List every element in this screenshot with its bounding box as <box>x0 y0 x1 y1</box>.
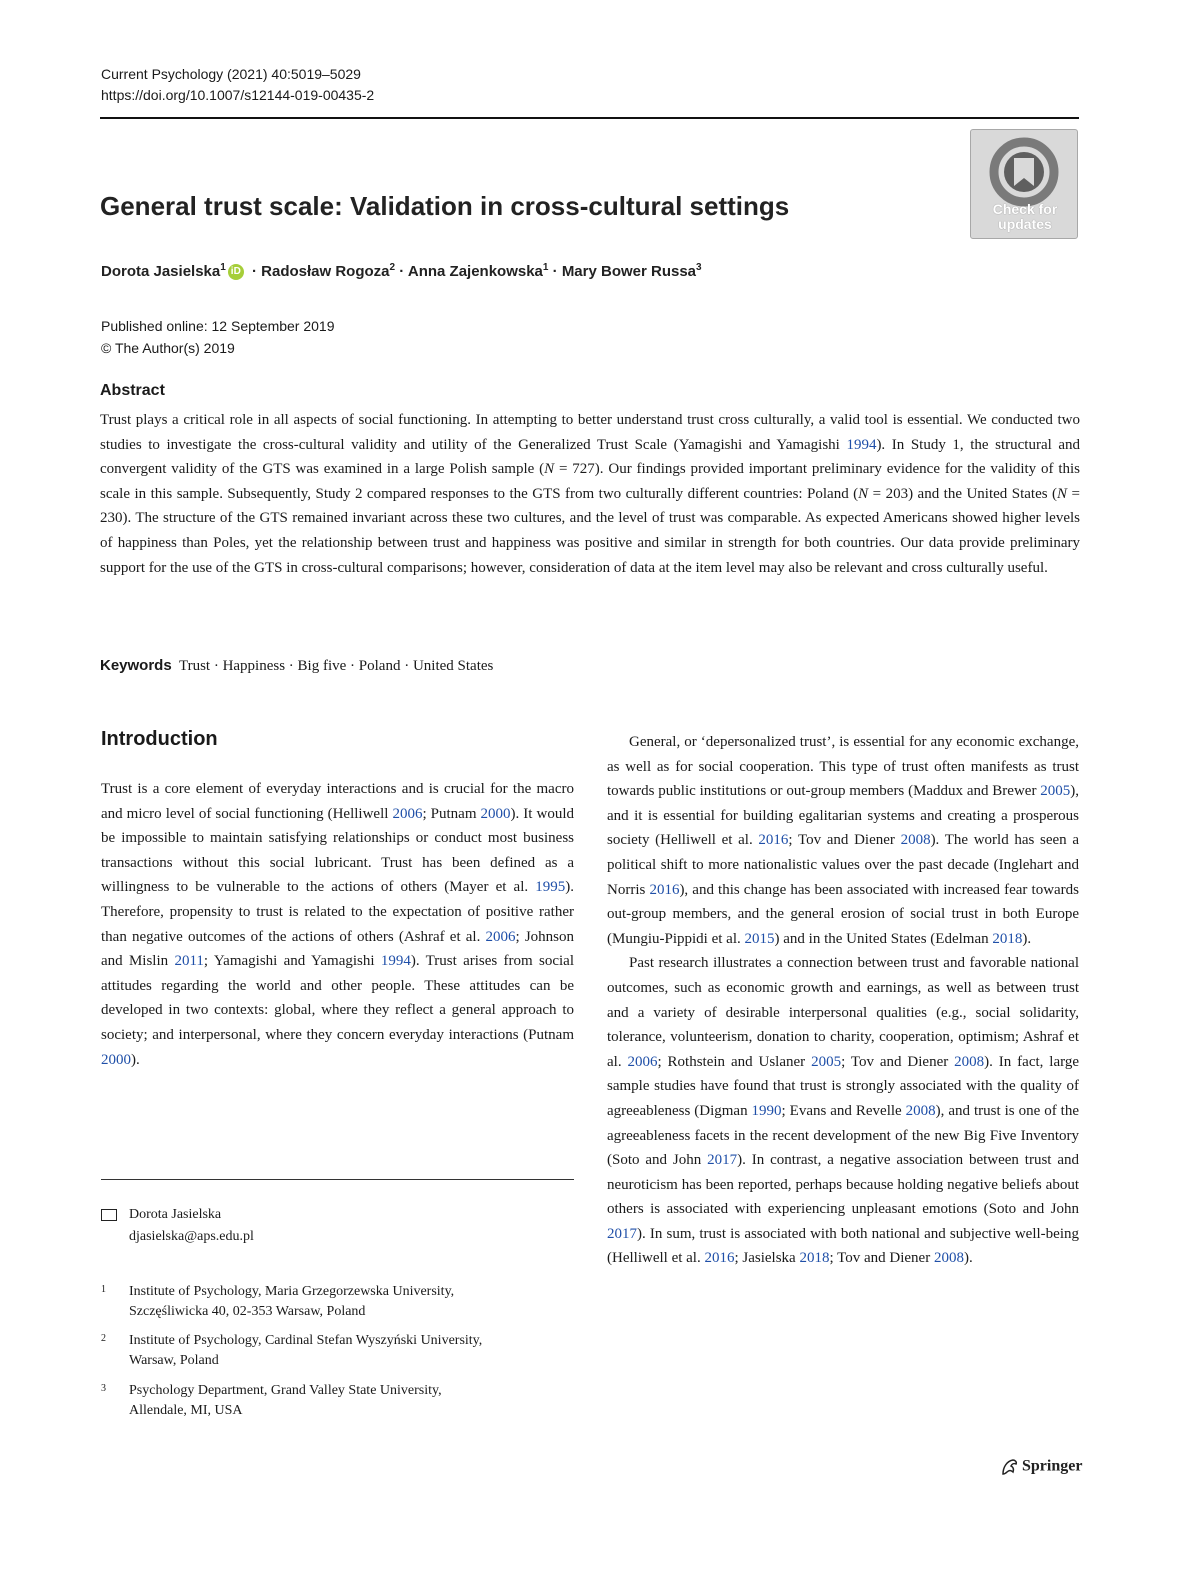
body-text: ). <box>1022 930 1032 947</box>
author-sup: 1 <box>220 262 226 273</box>
published-date: Published online: 12 September 2019 <box>101 318 335 334</box>
keywords <box>100 655 493 677</box>
author-separator: · <box>251 263 257 280</box>
body-text: ). In fact, large sample studies have found that trust is strongly associated with the quality of agreeableness (Digman <box>607 1053 1080 1119</box>
correspondence <box>101 1204 254 1248</box>
check-for-updates-button[interactable] <box>970 129 1078 239</box>
citation-link[interactable]: 1994 <box>846 436 877 453</box>
body-text: ; Johnson and Mislin <box>101 928 574 970</box>
citation-link[interactable]: 2005 <box>1040 783 1071 800</box>
affiliation-line: Institute of Psychology, Cardinal Stefan Wyszyński University, <box>129 1333 483 1348</box>
affiliation-line: Szczęśliwicka 40, 02-353 Warsaw, Poland <box>129 1304 366 1319</box>
abstract-heading: Abstract <box>100 382 165 399</box>
citation-link[interactable]: 2005 <box>811 1053 842 1070</box>
body-text: ; Tov and Diener <box>829 1250 934 1267</box>
citation-link[interactable]: 2006 <box>392 805 423 822</box>
body-text: ). <box>963 1250 973 1267</box>
springer-horse-icon <box>1000 1457 1020 1477</box>
affiliation <box>101 1331 571 1371</box>
body-text: ). In sum, trust is associated with both national and subjective well-being (Helliwell et al. <box>607 1225 1079 1267</box>
citation-link[interactable]: 2018 <box>799 1250 830 1267</box>
body-text: ). In contrast, a negative association between trust and neuroticism has been reported, perhaps because holding negative beliefs about others is associated with experiencing unpleasant emotions (Soto and John <box>607 1152 1080 1218</box>
springer-logo <box>1000 1457 1082 1477</box>
citation-link[interactable]: 2000 <box>480 805 511 822</box>
envelope-icon <box>101 1209 117 1221</box>
affiliation-number: 3 <box>101 1383 106 1394</box>
body-text: ; Yamagishi and Yamagishi <box>203 953 381 970</box>
author-name[interactable]: Anna Zajenkowska <box>407 263 543 280</box>
affiliation-line: Warsaw, Poland <box>129 1353 219 1368</box>
body-text: ; Rothstein and Uslaner <box>657 1053 812 1070</box>
body-text: ). Therefore, propensity to trust is related to the expectation of positive rather than negative outcomes of the actions of others (Ashraf et al. <box>101 879 574 945</box>
abstract-text: = 230). The structure of the GTS remained invariant across these two cultures, and the level of trust was comparable. As expected Americans showed higher levels of happiness than Poles, yet the relationship between trust and happiness was positive and similar in strength for both countries. Our data provide preliminary support for the use of the GTS in cross-cultural comparisons; however, consideration of data at the item level may also be relevant and cross culturally useful. <box>100 485 1080 576</box>
introduction-heading: Introduction <box>101 728 218 750</box>
journal-citation: Current Psychology (2021) 40:5019–5029 <box>101 66 361 82</box>
affiliation-number: 2 <box>101 1333 106 1344</box>
affiliation-line: Allendale, MI, USA <box>129 1403 243 1418</box>
paper-title: General trust scale: Validation in cross-cultural settings <box>100 191 790 221</box>
citation-link[interactable]: 2017 <box>707 1152 738 1169</box>
body-text: ) and in the United States (Edelman <box>774 930 993 947</box>
affiliation-line: Institute of Psychology, Maria Grzegorzewska University, <box>129 1284 455 1299</box>
intro-paragraph <box>607 730 1079 951</box>
n-symbol: N <box>858 485 869 502</box>
publication-meta <box>101 315 335 359</box>
citation-link[interactable]: 2008 <box>933 1250 964 1267</box>
citation-link[interactable]: 2008 <box>954 1053 985 1070</box>
badge-line1: Check for <box>992 201 1058 217</box>
body-text: ). It would be impossible to maintain satisfying relationships or conduct most business transactions without this social lubricant. Trust has been defined as a willingness to be vulnerable to the actions of others (Mayer et al. <box>101 805 574 896</box>
citation-link[interactable]: 1994 <box>380 953 411 970</box>
body-text: ; Jasielska <box>734 1250 800 1267</box>
author-separator: · <box>552 263 558 280</box>
intro-column-left <box>101 777 574 1072</box>
corresponding-email[interactable]: djasielska@aps.edu.pl <box>129 1229 254 1244</box>
citation-link[interactable]: 2017 <box>607 1225 637 1242</box>
body-text: ). Trust arises from social attitudes regarding the world and other people. These attitudes can be developed in two contexts: global, where they reflect a general approach to society; and interpersonal, where they concern everyday interactions (Putnam <box>101 953 575 1043</box>
citation-link[interactable]: 2015 <box>744 930 775 947</box>
citation-link[interactable]: 2016 <box>704 1250 735 1267</box>
body-text: General, or ‘depersonalized trust’, is essential for any economic exchange, as well as for social cooperation. This type of trust often manifests as trust towards public institutions or out-group members (Maddux and Brewer <box>607 734 1079 800</box>
author-sup: 1 <box>542 262 549 273</box>
orcid-icon[interactable]: iD <box>228 264 244 280</box>
abstract-text: Trust plays a critical role in all aspects of social functioning. In attempting to better understand trust cross culturally, a valid tool is essential. We conducted two studies to investigate the cross-cultural validity and utility of the Generalized Trust Scale (Yamagishi and Yamagishi <box>100 412 1080 453</box>
publisher-name: Springer <box>1022 1457 1083 1475</box>
author-sup: 2 <box>389 262 396 273</box>
copyright: © The Author(s) 2019 <box>101 340 235 356</box>
citation-link[interactable]: 2000 <box>101 1051 131 1068</box>
citation-link[interactable]: 2008 <box>905 1102 936 1119</box>
keywords-label: Keywords <box>100 657 172 674</box>
journal-header <box>101 64 374 106</box>
author-separator: · <box>399 263 405 280</box>
affiliation <box>101 1282 571 1322</box>
body-text: Past research illustrates a connection between trust and favorable national outcomes, such as economic growth and earnings, as well as between trust and a variety of desirable interpersonal qualities (e.g., social solidarity, tolerance, volunteerism, donation to charity, cooperation, optimism; Ashraf et al. <box>607 955 1079 1070</box>
body-text: ). <box>131 1051 140 1068</box>
doi-link[interactable]: https://doi.org/10.1007/s12144-019-00435-2 <box>101 87 375 103</box>
citation-link[interactable]: 2016 <box>758 832 789 849</box>
body-text: ). The world has seen a political shift to more nationalistic values over the past decade (Inglehart and Norris <box>607 832 1080 898</box>
abstract-text: ). In Study 1, the structural and convergent validity of the GTS was examined in a large Polish sample ( <box>100 436 1080 478</box>
body-text: ; Evans and Revelle <box>781 1102 906 1119</box>
citation-link[interactable]: 1990 <box>751 1102 782 1119</box>
author-name[interactable]: Radosław Rogoza <box>261 263 390 280</box>
citation-link[interactable]: 2016 <box>649 881 680 898</box>
citation-link[interactable]: 2006 <box>485 928 516 945</box>
intro-column-right <box>607 730 1079 1271</box>
n-symbol: N <box>544 461 555 478</box>
body-text: ; Putnam <box>422 805 481 822</box>
body-text: ), and it is essential for building egalitarian systems and creating a prosperous society (Helliwell et al. <box>607 783 1079 849</box>
abstract-text: = 727). Our findings provided important preliminary evidence for the validity of this scale in this sample. Subsequently, Study 2 compared responses to the GTS from two culturally different countries: Poland ( <box>100 461 1081 502</box>
body-text: Trust is a core element of everyday interactions and is crucial for the macro and micro level of social functioning (Helliwell <box>101 781 574 822</box>
affiliation <box>101 1381 571 1421</box>
body-text: ; Tov and Diener <box>788 832 901 849</box>
badge-line2: updates <box>998 216 1052 232</box>
header-rule <box>100 117 1079 119</box>
citation-link[interactable]: 2008 <box>900 832 931 849</box>
citation-link[interactable]: 2018 <box>992 930 1023 947</box>
keywords-text: Trust · Happiness · Big five · Poland · United States <box>178 658 494 674</box>
intro-paragraph <box>607 951 1079 1271</box>
affiliation-number: 1 <box>101 1284 106 1295</box>
footnote-rule <box>101 1179 574 1180</box>
citation-link[interactable]: 1995 <box>535 879 566 896</box>
abstract-body <box>100 408 1080 580</box>
citation-link[interactable]: 2011 <box>174 953 204 970</box>
intro-paragraph <box>101 777 574 1072</box>
body-text: ), and this change has been associated with increased fear towards out-group members, and the general erosion of social trust in both Europe (Mungiu-Pippidi et al. <box>607 881 1080 947</box>
author-name[interactable]: Mary Bower Russa <box>561 263 697 280</box>
author-name[interactable]: Dorota Jasielska <box>101 263 221 280</box>
n-symbol: N <box>1057 485 1068 502</box>
crossmark-icon <box>988 136 1060 208</box>
body-text: ; Tov and Diener <box>841 1053 955 1070</box>
abstract-text: = 203) and the United States ( <box>868 485 1058 502</box>
corresponding-author: Dorota Jasielska <box>129 1207 222 1222</box>
author-list <box>101 256 702 284</box>
citation-link[interactable]: 2006 <box>627 1053 658 1070</box>
body-text: ), and trust is one of the agreeableness facets in the recent development of the new Big Five Inventory (Soto and John <box>607 1102 1079 1169</box>
author-sup: 3 <box>696 262 702 273</box>
affiliation-line: Psychology Department, Grand Valley State University, <box>129 1383 442 1398</box>
